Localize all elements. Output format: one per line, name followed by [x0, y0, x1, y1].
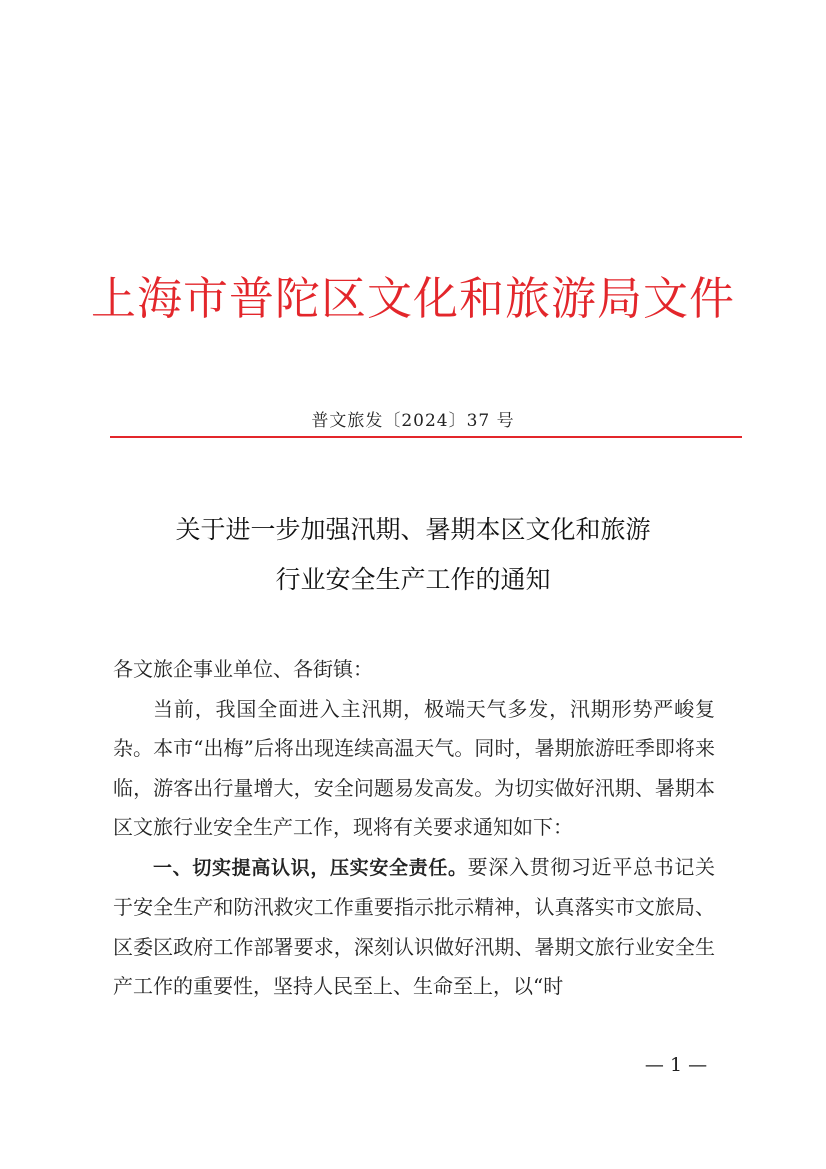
document-number: 普文旅发〔2024〕37 号	[311, 411, 515, 431]
document-body	[113, 650, 715, 1007]
document-title-line-1: 关于进一步加强汛期、暑期本区文化和旅游	[175, 515, 651, 544]
salutation: 各文旅企事业单位、各街镇：	[113, 657, 373, 681]
page-number: — 1 —	[644, 1054, 708, 1076]
paragraph-section-1	[113, 848, 715, 1007]
document-title	[90, 505, 736, 605]
section-1-heading: 一、切实提高认识，压实安全责任。	[153, 856, 468, 879]
document-title-line-2: 行业安全生产工作的通知	[275, 565, 551, 594]
document-masthead: 上海市普陀区文化和旅游局文件	[90, 272, 735, 325]
red-divider-line	[110, 436, 742, 438]
section-1-body: 要深入贯彻习近平总书记关于安全生产和防汛救灾工作重要指示批示精神，认真落实市文旅局、区委区政府工作部署要求，深刻认识做好汛期、暑期文旅行业安全生产工作的重要性，坚持人民至上、生命至上，以“时	[113, 854, 715, 998]
paragraph-intro: 当前，我国全面进入主汛期，极端天气多发，汛期形势严峻复杂。本市“出梅”后将出现连续高温天气。同时，暑期旅游旺季即将来临，游客出行量增大，安全问题易发高发。为切实做好汛期、暑期本区文旅行业安全生产工作，现将有关要求通知如下：	[113, 696, 715, 839]
